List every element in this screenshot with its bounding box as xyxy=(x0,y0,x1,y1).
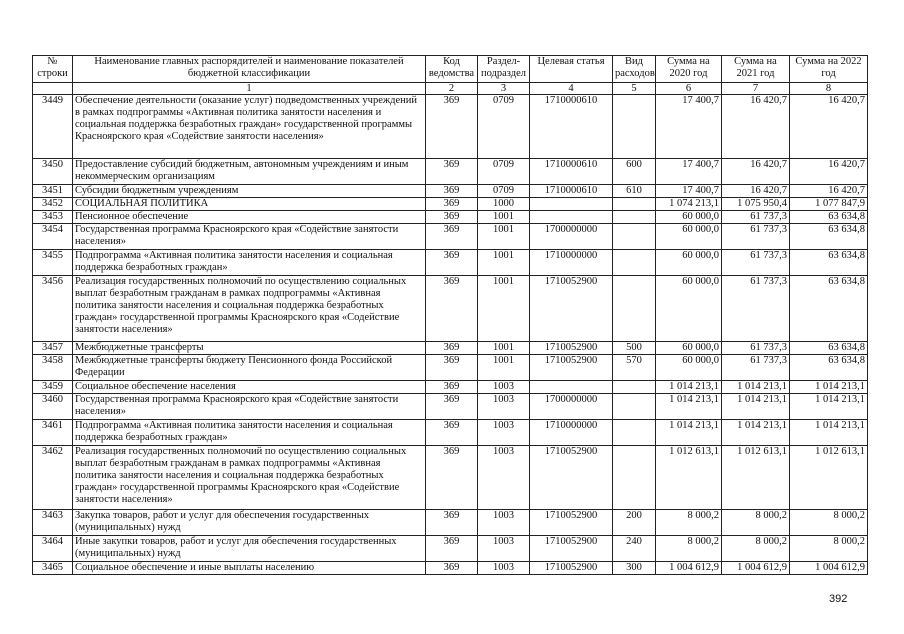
expense-type xyxy=(613,95,656,159)
table-row xyxy=(33,211,868,224)
row-name: Государственная программа Красноярского края «Содействие занятости населения» xyxy=(73,394,426,420)
header-sum-2022: Сумма на 2022 год xyxy=(790,56,868,83)
table-row xyxy=(33,536,868,562)
table-row xyxy=(33,394,868,420)
department-code: 369 xyxy=(426,224,478,250)
header-sum-2020: Сумма на 2020 год xyxy=(656,56,722,83)
row-number: 3454 xyxy=(33,224,73,250)
row-number: 3463 xyxy=(33,510,73,536)
table-header xyxy=(33,56,868,95)
sum-2022: 1 014 213,1 xyxy=(790,381,868,394)
department-code: 369 xyxy=(426,95,478,159)
sum-2022: 63 634,8 xyxy=(790,211,868,224)
header-department-code: Код ведомства xyxy=(426,56,478,83)
column-number: 1 xyxy=(73,83,426,95)
sum-2022: 1 014 213,1 xyxy=(790,394,868,420)
target-article: 1710052900 xyxy=(530,510,613,536)
sum-2020: 60 000,0 xyxy=(656,211,722,224)
target-article: 1710052900 xyxy=(530,276,613,342)
column-number: 2 xyxy=(426,83,478,95)
sum-2021: 61 737,3 xyxy=(722,342,790,355)
expense-type: 500 xyxy=(613,342,656,355)
department-code: 369 xyxy=(426,562,478,575)
table-row xyxy=(33,250,868,276)
section-code: 1000 xyxy=(478,198,530,211)
expense-type: 300 xyxy=(613,562,656,575)
header-sum-2021: Сумма на 2021 год xyxy=(722,56,790,83)
expense-type: 570 xyxy=(613,355,656,381)
header-target-article: Целевая статья xyxy=(530,56,613,83)
column-number: 8 xyxy=(790,83,868,95)
target-article: 1710000000 xyxy=(530,420,613,446)
expense-type: 200 xyxy=(613,510,656,536)
sum-2020: 8 000,2 xyxy=(656,536,722,562)
department-code: 369 xyxy=(426,355,478,381)
row-number: 3460 xyxy=(33,394,73,420)
sum-2020: 60 000,0 xyxy=(656,355,722,381)
sum-2020: 1 012 613,1 xyxy=(656,446,722,510)
table-row xyxy=(33,562,868,575)
row-number: 3464 xyxy=(33,536,73,562)
table-body xyxy=(33,95,868,575)
table-row xyxy=(33,381,868,394)
row-name: Межбюджетные трансферты бюджету Пенсионного фонда Российской Федерации xyxy=(73,355,426,381)
section-code: 0709 xyxy=(478,95,530,159)
sum-2021: 61 737,3 xyxy=(722,355,790,381)
section-code: 1003 xyxy=(478,420,530,446)
sum-2022: 1 014 213,1 xyxy=(790,420,868,446)
table-row xyxy=(33,355,868,381)
section-code: 1001 xyxy=(478,355,530,381)
row-name: Предоставление субсидий бюджетным, автономным учреждениям и иным некоммерческим организациям xyxy=(73,159,426,185)
department-code: 369 xyxy=(426,250,478,276)
table-row xyxy=(33,224,868,250)
row-name: Социальное обеспечение и иные выплаты населению xyxy=(73,562,426,575)
table-row xyxy=(33,276,868,342)
row-name: СОЦИАЛЬНАЯ ПОЛИТИКА xyxy=(73,198,426,211)
sum-2020: 1 074 213,1 xyxy=(656,198,722,211)
target-article: 1710052900 xyxy=(530,355,613,381)
expense-type: 610 xyxy=(613,185,656,198)
department-code: 369 xyxy=(426,198,478,211)
section-code: 1001 xyxy=(478,250,530,276)
expense-type xyxy=(613,420,656,446)
row-name: Реализация государственных полномочий по осуществлению социальных выплат безработным гражданам в рамках подпрограммы «Активная политика занятости населения и социальная поддержка безработных граждан» государственной программы Красноярского края «Содействие занятости населения» xyxy=(73,276,426,342)
target-article: 1710000610 xyxy=(530,185,613,198)
section-code: 1003 xyxy=(478,446,530,510)
sum-2020: 17 400,7 xyxy=(656,159,722,185)
section-code: 1003 xyxy=(478,394,530,420)
department-code: 369 xyxy=(426,536,478,562)
section-code: 1001 xyxy=(478,276,530,342)
target-article xyxy=(530,381,613,394)
sum-2022: 1 077 847,9 xyxy=(790,198,868,211)
sum-2022: 63 634,8 xyxy=(790,342,868,355)
expense-type xyxy=(613,211,656,224)
header-name: Наименование главных распорядителей и наименование показателей бюджетной классификации xyxy=(73,56,426,83)
row-number: 3458 xyxy=(33,355,73,381)
row-number: 3462 xyxy=(33,446,73,510)
expense-type xyxy=(613,250,656,276)
target-article: 1710052900 xyxy=(530,342,613,355)
section-code: 1003 xyxy=(478,510,530,536)
row-number: 3461 xyxy=(33,420,73,446)
column-number xyxy=(33,83,73,95)
sum-2022: 16 420,7 xyxy=(790,95,868,159)
section-code: 1001 xyxy=(478,342,530,355)
row-number: 3452 xyxy=(33,198,73,211)
sum-2021: 16 420,7 xyxy=(722,95,790,159)
row-name: Субсидии бюджетным учреждениям xyxy=(73,185,426,198)
sum-2021: 1 012 613,1 xyxy=(722,446,790,510)
section-code: 1003 xyxy=(478,381,530,394)
sum-2020: 60 000,0 xyxy=(656,224,722,250)
column-number: 6 xyxy=(656,83,722,95)
department-code: 369 xyxy=(426,159,478,185)
expense-type: 600 xyxy=(613,159,656,185)
department-code: 369 xyxy=(426,211,478,224)
sum-2021: 8 000,2 xyxy=(722,536,790,562)
sum-2021: 61 737,3 xyxy=(722,276,790,342)
sum-2022: 1 012 613,1 xyxy=(790,446,868,510)
target-article: 1700000000 xyxy=(530,394,613,420)
expense-type xyxy=(613,446,656,510)
department-code: 369 xyxy=(426,381,478,394)
sum-2020: 17 400,7 xyxy=(656,95,722,159)
row-name: Обеспечение деятельности (оказание услуг) подведомственных учреждений в рамках подпрограммы «Активная политика занятости населения и социальная поддержка безработных граждан» государственной программы Красноярского края «Содействие занятости населения» xyxy=(73,95,426,159)
sum-2021: 61 737,3 xyxy=(722,224,790,250)
row-name: Подпрограмма «Активная политика занятости населения и социальная поддержка безработных граждан» xyxy=(73,420,426,446)
sum-2020: 60 000,0 xyxy=(656,276,722,342)
table-row xyxy=(33,420,868,446)
expense-type xyxy=(613,381,656,394)
sum-2021: 1 004 612,9 xyxy=(722,562,790,575)
sum-2022: 8 000,2 xyxy=(790,536,868,562)
column-number: 7 xyxy=(722,83,790,95)
table-row xyxy=(33,185,868,198)
sum-2021: 1 014 213,1 xyxy=(722,420,790,446)
section-code: 1001 xyxy=(478,224,530,250)
section-code: 1003 xyxy=(478,536,530,562)
sum-2022: 63 634,8 xyxy=(790,250,868,276)
sum-2020: 8 000,2 xyxy=(656,510,722,536)
table-row xyxy=(33,198,868,211)
sum-2021: 1 075 950,4 xyxy=(722,198,790,211)
target-article: 1710000000 xyxy=(530,250,613,276)
expense-type xyxy=(613,198,656,211)
department-code: 369 xyxy=(426,420,478,446)
sum-2020: 60 000,0 xyxy=(656,342,722,355)
column-number: 3 xyxy=(478,83,530,95)
section-code: 1003 xyxy=(478,562,530,575)
row-number: 3450 xyxy=(33,159,73,185)
sum-2021: 61 737,3 xyxy=(722,250,790,276)
row-number: 3456 xyxy=(33,276,73,342)
column-number-row xyxy=(33,83,868,95)
row-name: Реализация государственных полномочий по осуществлению социальных выплат безработным гражданам в рамках подпрограммы «Активная политика занятости населения и социальная поддержка безработных граждан» государственной программы Красноярского края «Содействие занятости населения» xyxy=(73,446,426,510)
target-article: 1710052900 xyxy=(530,562,613,575)
department-code: 369 xyxy=(426,394,478,420)
department-code: 369 xyxy=(426,342,478,355)
sum-2020: 1 014 213,1 xyxy=(656,420,722,446)
row-number: 3451 xyxy=(33,185,73,198)
page-number: 392 xyxy=(829,593,848,605)
expense-type: 240 xyxy=(613,536,656,562)
target-article: 1710000610 xyxy=(530,95,613,159)
section-code: 1001 xyxy=(478,211,530,224)
column-number: 4 xyxy=(530,83,613,95)
row-number: 3449 xyxy=(33,95,73,159)
row-number: 3459 xyxy=(33,381,73,394)
header-section: Раздел-подраздел xyxy=(478,56,530,83)
sum-2022: 63 634,8 xyxy=(790,355,868,381)
row-name: Иные закупки товаров, работ и услуг для обеспечения государственных (муниципальных) нужд xyxy=(73,536,426,562)
row-name: Закупка товаров, работ и услуг для обеспечения государственных (муниципальных) нужд xyxy=(73,510,426,536)
row-number: 3453 xyxy=(33,211,73,224)
target-article xyxy=(530,198,613,211)
sum-2021: 1 014 213,1 xyxy=(722,381,790,394)
header-row-number: № строки xyxy=(33,56,73,83)
table-row xyxy=(33,95,868,159)
sum-2020: 1 014 213,1 xyxy=(656,394,722,420)
expense-type xyxy=(613,394,656,420)
row-name: Подпрограмма «Активная политика занятости населения и социальная поддержка безработных граждан» xyxy=(73,250,426,276)
row-number: 3457 xyxy=(33,342,73,355)
sum-2022: 1 004 612,9 xyxy=(790,562,868,575)
row-name: Межбюджетные трансферты xyxy=(73,342,426,355)
sum-2022: 8 000,2 xyxy=(790,510,868,536)
sum-2022: 63 634,8 xyxy=(790,224,868,250)
department-code: 369 xyxy=(426,276,478,342)
table-row xyxy=(33,159,868,185)
row-number: 3465 xyxy=(33,562,73,575)
table-row xyxy=(33,342,868,355)
sum-2020: 1 014 213,1 xyxy=(656,381,722,394)
target-article: 1710052900 xyxy=(530,446,613,510)
row-number: 3455 xyxy=(33,250,73,276)
target-article: 1710052900 xyxy=(530,536,613,562)
section-code: 0709 xyxy=(478,185,530,198)
expense-type xyxy=(613,276,656,342)
target-article: 1710000610 xyxy=(530,159,613,185)
sum-2022: 63 634,8 xyxy=(790,276,868,342)
sum-2021: 61 737,3 xyxy=(722,211,790,224)
sum-2022: 16 420,7 xyxy=(790,159,868,185)
sum-2020: 1 004 612,9 xyxy=(656,562,722,575)
sum-2021: 16 420,7 xyxy=(722,185,790,198)
sum-2022: 16 420,7 xyxy=(790,185,868,198)
header-expense-type: Вид расходов xyxy=(613,56,656,83)
column-number: 5 xyxy=(613,83,656,95)
sum-2021: 1 014 213,1 xyxy=(722,394,790,420)
department-code: 369 xyxy=(426,185,478,198)
budget-table xyxy=(32,55,868,575)
sum-2020: 60 000,0 xyxy=(656,250,722,276)
row-name: Государственная программа Красноярского края «Содействие занятости населения» xyxy=(73,224,426,250)
section-code: 0709 xyxy=(478,159,530,185)
target-article xyxy=(530,211,613,224)
expense-type xyxy=(613,224,656,250)
sum-2021: 8 000,2 xyxy=(722,510,790,536)
sum-2021: 16 420,7 xyxy=(722,159,790,185)
table-row xyxy=(33,510,868,536)
target-article: 1700000000 xyxy=(530,224,613,250)
table-row xyxy=(33,446,868,510)
department-code: 369 xyxy=(426,510,478,536)
sum-2020: 17 400,7 xyxy=(656,185,722,198)
row-name: Пенсионное обеспечение xyxy=(73,211,426,224)
department-code: 369 xyxy=(426,446,478,510)
row-name: Социальное обеспечение населения xyxy=(73,381,426,394)
